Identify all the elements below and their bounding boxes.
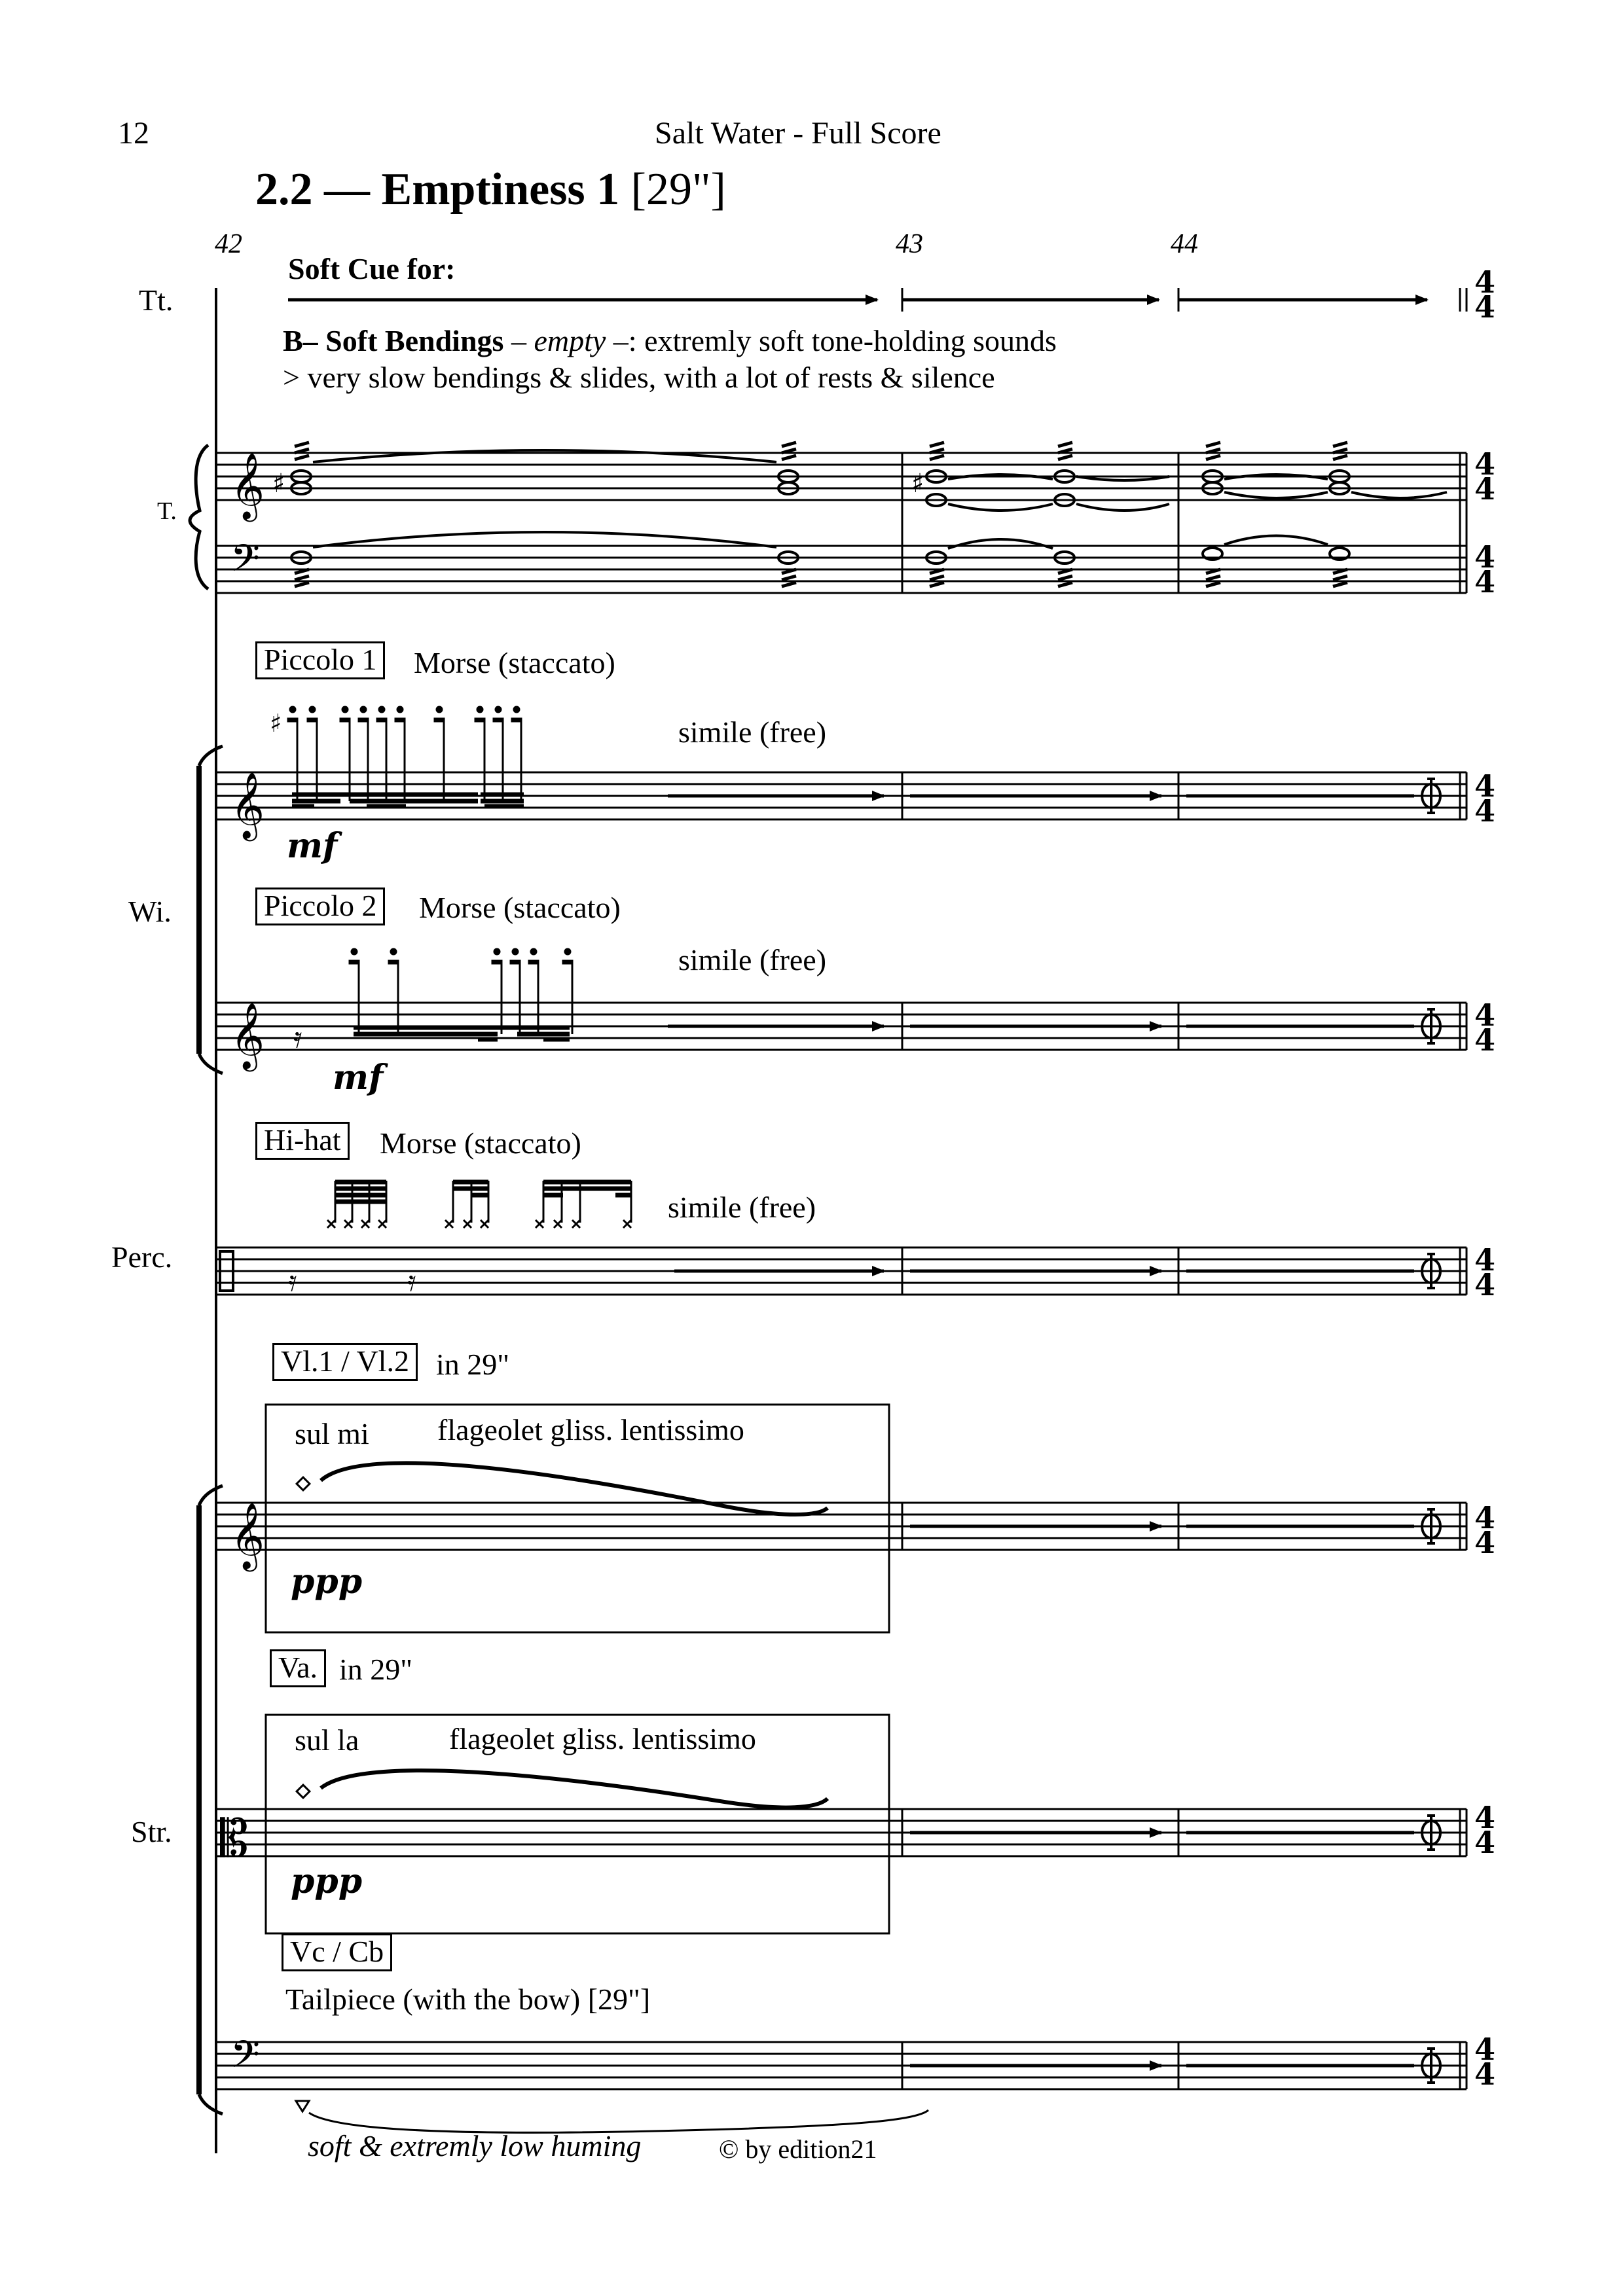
piccolo2-technique: Morse (staccato) <box>419 891 621 924</box>
timesig-denominator: 4 <box>1474 1525 1496 1560</box>
tape-instruction-sep1: – <box>503 324 534 357</box>
label-tape-keys: T. <box>157 497 177 525</box>
timesig-numerator: 4 <box>1474 997 1496 1033</box>
violins-technique: flageolet gliss. lentissimo <box>437 1413 744 1446</box>
viola-technique: flageolet gliss. lentissimo <box>449 1722 756 1755</box>
bass-clef-icon: 𝄢 <box>230 536 261 590</box>
timesig-denominator: 4 <box>1474 564 1496 600</box>
timesig-denominator: 4 <box>1474 1022 1496 1058</box>
sharp-icon: ♯ <box>272 469 285 499</box>
treble-clef-icon: 𝄞 <box>230 1001 265 1069</box>
viola-name: Va. <box>270 1649 326 1687</box>
piccolo2-dynamic: mf <box>333 1058 384 1098</box>
lowstrings-humming-tie <box>296 2101 928 2132</box>
treble-clef-icon: 𝄞 <box>230 771 265 838</box>
timesig-numerator: 4 <box>1474 1800 1496 1835</box>
lowstrings-name: Vc / Cb <box>282 1933 392 1971</box>
violins-glissando <box>297 1463 828 1515</box>
timesig-numerator: 4 <box>1474 264 1496 300</box>
timesig-numerator: 4 <box>1474 1242 1496 1278</box>
sharp-icon: ♯ <box>270 709 282 738</box>
hihat-continuation: simile (free) <box>668 1191 816 1224</box>
hihat-name: Hi-hat <box>255 1122 350 1160</box>
violins-dynamic: ppp <box>291 1562 363 1602</box>
label-strings: Str. <box>131 1815 172 1848</box>
hihat-technique: Morse (staccato) <box>380 1126 581 1160</box>
tape-cue-line <box>288 288 1467 312</box>
violins-frame <box>266 1405 889 1632</box>
piccolo2-morse-notes <box>350 949 572 1039</box>
running-title: Salt Water - Full Score <box>655 116 941 151</box>
measure-number-42: 42 <box>215 229 242 259</box>
treble-clef-icon: 𝄞 <box>230 1501 265 1569</box>
piccolo1-morse-notes <box>288 707 524 806</box>
timesig-denominator: 4 <box>1474 289 1496 325</box>
measure-number-43: 43 <box>896 229 923 259</box>
piccolo1-name: Piccolo 1 <box>255 641 385 679</box>
measure-number-44: 44 <box>1171 229 1198 259</box>
label-tape: Tt. <box>139 283 173 317</box>
violins-string: sul mi <box>295 1417 369 1450</box>
section-duration: [29"] <box>630 164 726 215</box>
section-number: 2.2 <box>255 164 313 215</box>
tape-instruction-line2: > very slow bendings & slides, with a lot of rests & silence <box>283 361 995 394</box>
hihat-morse-notes <box>327 1181 631 1228</box>
alto-clef-icon: 𝄡 <box>220 1810 249 1869</box>
tkeys-brace <box>190 445 208 589</box>
rest-icon: 𝄿 <box>293 1021 302 1054</box>
section-dash: — <box>324 164 370 215</box>
violins-timing: in 29" <box>436 1348 510 1381</box>
lowstrings-instruction: soft & extremly low huming <box>308 2129 642 2162</box>
timesig-numerator: 4 <box>1474 1500 1496 1535</box>
rest-icon: 𝄿 <box>407 1265 416 1298</box>
label-winds: Wi. <box>128 895 172 928</box>
timesig-numerator: 4 <box>1474 2032 1496 2067</box>
timesig-denominator: 4 <box>1474 471 1496 507</box>
timesig-denominator: 4 <box>1474 2056 1496 2092</box>
tape-cue-label: Soft Cue for: <box>288 252 456 285</box>
violins-name: Vl.1 / Vl.2 <box>272 1343 418 1381</box>
viola-timing: in 29" <box>339 1653 413 1686</box>
piccolo1-continuation: simile (free) <box>678 715 827 749</box>
tape-instruction-empty: empty <box>534 324 606 357</box>
copyright: © by edition21 <box>719 2134 877 2164</box>
tape-instruction-text: extremly soft tone-holding sounds <box>644 324 1057 357</box>
timesig-numerator: 4 <box>1474 446 1496 482</box>
tkeys-lower-staff <box>216 546 1467 593</box>
piccolo2-name: Piccolo 2 <box>255 888 385 925</box>
timesig-numerator: 4 <box>1474 539 1496 575</box>
timesig-numerator: 4 <box>1474 768 1496 804</box>
timesig-denominator: 4 <box>1474 1267 1496 1302</box>
viola-glissando <box>297 1770 828 1807</box>
sharp-icon: ♯ <box>911 469 924 499</box>
timesig-denominator: 4 <box>1474 1825 1496 1860</box>
piccolo1-dynamic: mf <box>287 826 338 866</box>
rest-icon: 𝄿 <box>288 1265 297 1298</box>
section-name: Emptiness 1 <box>381 164 620 215</box>
strings-bracket <box>199 1486 223 2114</box>
label-percussion: Perc. <box>111 1240 173 1274</box>
viola-dynamic: ppp <box>291 1861 363 1901</box>
viola-frame <box>266 1715 889 1933</box>
piccolo1-technique: Morse (staccato) <box>414 646 615 679</box>
lowstrings-technique: Tailpiece (with the bow) [29"] <box>285 1982 651 2016</box>
tape-instruction-sep2: –: <box>606 324 645 357</box>
tape-instruction-title: B– Soft Bendings <box>283 324 504 357</box>
bass-clef-icon: 𝄢 <box>230 2032 261 2086</box>
piccolo2-continuation: simile (free) <box>678 943 827 977</box>
page-number: 12 <box>118 116 149 151</box>
treble-clef-icon: 𝄞 <box>230 452 265 519</box>
timesig-denominator: 4 <box>1474 793 1496 829</box>
viola-string: sul la <box>295 1723 359 1757</box>
tkeys-upper-staff <box>216 453 1467 500</box>
